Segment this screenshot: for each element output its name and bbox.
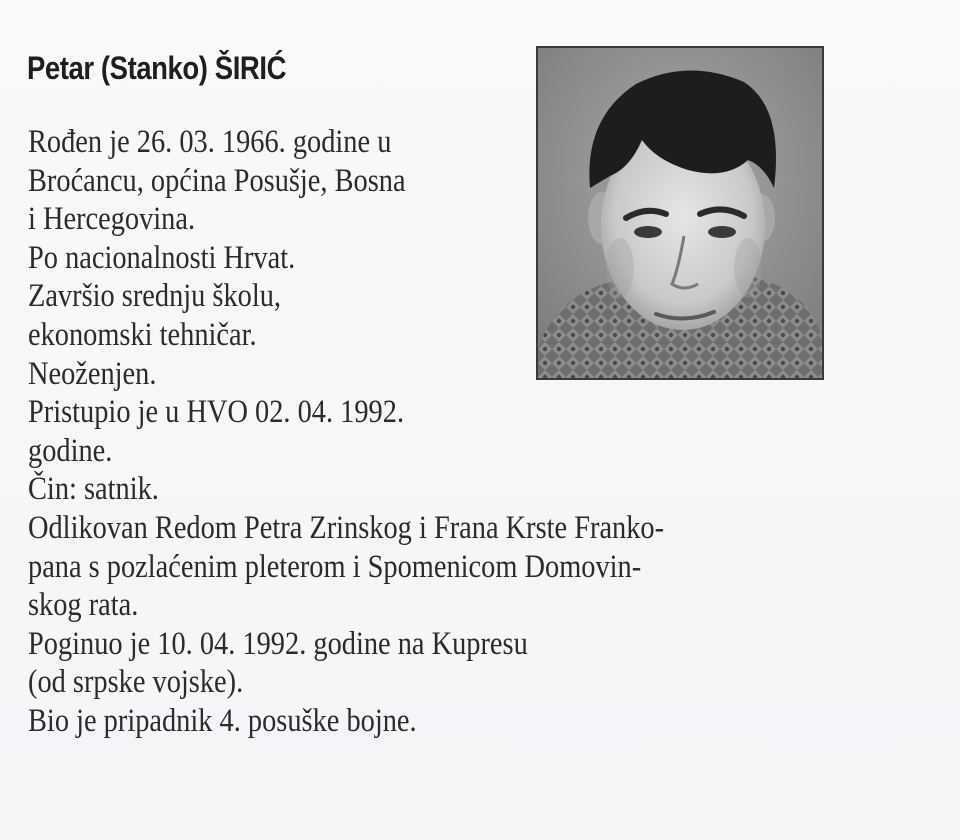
biography-line: Završio srednju školu, (28, 278, 282, 315)
biography-line: ekonomski tehničar. (28, 316, 257, 353)
biography-line: Po nacionalnosti Hrvat. (28, 239, 296, 276)
portrait-photo (536, 46, 824, 380)
biography-line: Pristupio je u HVO 02. 04. 1992. (28, 394, 405, 431)
biography-line: Broćancu, općina Posušje, Bosna (28, 162, 406, 199)
person-name-heading: Petar (Stanko) ŠIRIĆ (27, 50, 287, 86)
biography-line: Bio je pripadnik 4. posuške bojne. (28, 702, 417, 739)
biography-line: Čin: satnik. (28, 471, 159, 508)
biography-line: pana s pozlaćenim pleterom i Spomenicom Domovin- (28, 548, 642, 585)
biography-line: Odlikovan Redom Petra Zrinskog i Frana Krste Franko- (28, 509, 665, 546)
portrait-image (538, 48, 822, 378)
biography-line: Rođen je 26. 03. 1966. godine u (28, 124, 392, 160)
biography-line: Neoženjen. (28, 355, 157, 392)
biography-line: Poginuo je 10. 04. 1992. godine na Kupresu (28, 625, 528, 662)
biography-line: i Hercegovina. (28, 201, 196, 238)
biography-line: (od srpske vojske). (28, 664, 244, 701)
biography-line: skog rata. (28, 587, 139, 624)
biography-line: godine. (28, 432, 113, 469)
